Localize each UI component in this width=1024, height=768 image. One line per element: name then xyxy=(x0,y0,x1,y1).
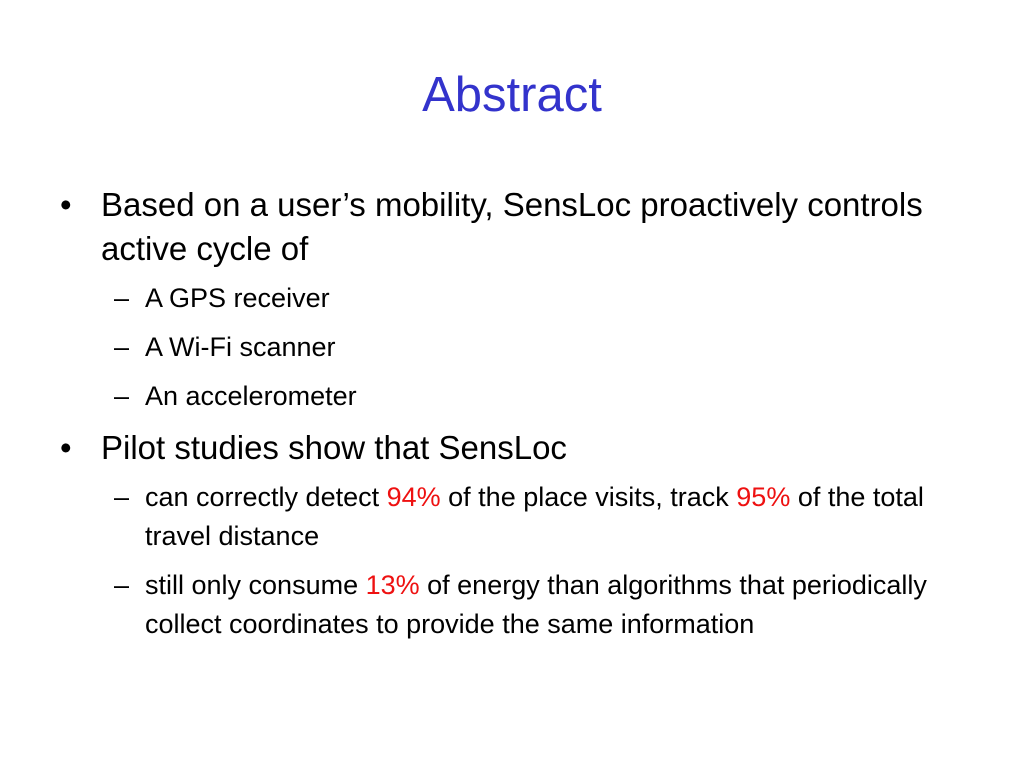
sub-item-energy xyxy=(56,566,971,644)
highlight-value: 94% xyxy=(386,482,441,512)
text-segment: can correctly detect xyxy=(145,482,387,512)
bullet-item-pilot-studies xyxy=(56,426,971,470)
sub-item-text: A Wi-Fi scanner xyxy=(145,332,336,362)
dash-marker: – xyxy=(114,332,130,362)
bullet-marker: • xyxy=(60,186,72,223)
dash-marker: – xyxy=(114,283,130,313)
dash-marker: – xyxy=(114,482,130,512)
highlight-value: 95% xyxy=(736,482,791,512)
sub-item-text xyxy=(145,482,924,551)
sub-list-sensors xyxy=(56,279,971,416)
sub-item-wifi xyxy=(56,328,971,367)
highlight-value: 13% xyxy=(365,570,420,600)
bullet-item-mobility xyxy=(56,183,971,271)
bullet-text: Pilot studies show that SensLoc xyxy=(101,429,567,466)
sub-item-text xyxy=(145,570,927,639)
slide-title: Abstract xyxy=(422,68,602,122)
sub-item-text: An accelerometer xyxy=(145,381,357,411)
dash-marker: – xyxy=(114,381,130,411)
text-segment: of the total travel distance xyxy=(145,482,924,551)
text-segment: of the place visits, track xyxy=(440,482,737,512)
text-segment: of energy than algorithms that periodically collect coordinates to provide the same information xyxy=(145,570,927,639)
sub-item-detection xyxy=(56,478,971,556)
bullet-marker: • xyxy=(60,429,72,466)
slide-body xyxy=(56,183,971,654)
text-segment: still only consume xyxy=(145,570,366,600)
sub-item-text: A GPS receiver xyxy=(145,283,330,313)
bullet-text: Based on a user’s mobility, SensLoc proactively controls active cycle of xyxy=(101,186,923,267)
sub-item-accelerometer xyxy=(56,377,971,416)
sub-item-gps xyxy=(56,279,971,318)
sub-list-results xyxy=(56,478,971,644)
dash-marker: – xyxy=(114,570,130,600)
